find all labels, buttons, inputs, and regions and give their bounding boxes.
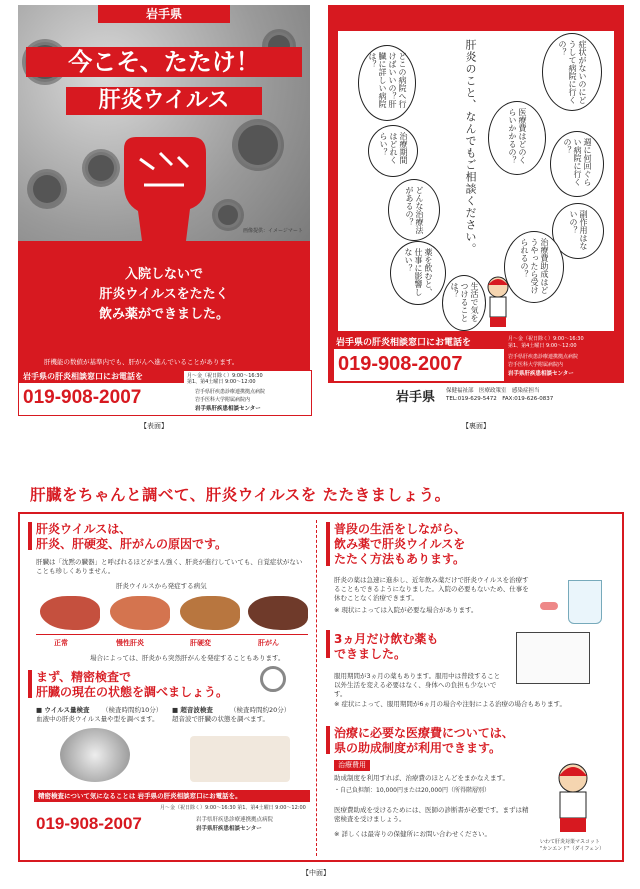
front-contact-box bbox=[18, 370, 312, 416]
s2-hours: 月～金（祝日除く）9:00～16:30 第1、第4土曜日 9:00～12:00 bbox=[160, 805, 306, 811]
s5-note: ※ 詳しくは最寄りの保健所にお問い合わせください。 bbox=[334, 830, 492, 838]
back-footer-dept: 保健福祉部 医療政策室 感染症担当 bbox=[446, 388, 540, 394]
photo-credit: 画像提供：イメージマート bbox=[243, 228, 303, 234]
s4-title-1: 3ヵ月だけ飲む薬も bbox=[334, 632, 439, 646]
test1-time: （検査時間約10分） bbox=[102, 706, 163, 714]
question-bubble: 症状がないのにどうして病院に行くの？ bbox=[542, 33, 602, 111]
ultrasound-exam-icon bbox=[190, 736, 290, 782]
question-bubble: 副作用はないの？ bbox=[552, 203, 604, 259]
s2-center-1: 岩手県肝疾患診療連携拠点病院 bbox=[196, 817, 274, 823]
question-bubble: 治療期間はどれくらい？ bbox=[368, 125, 418, 177]
s5-tag: 治療費用 bbox=[334, 760, 370, 771]
front-contact-prompt: 岩手県の肝炎相談窓口にお電話を bbox=[19, 371, 184, 383]
back-phone-number: 019-908-2007 bbox=[338, 353, 463, 375]
s2-title-1: まず、精密検査で bbox=[36, 670, 132, 684]
s4-note: ※ 症状によって、服用期間が6ヵ月の場合や注射による治療の場合もあります。 bbox=[334, 700, 566, 708]
test2-time: （検査時間約20分） bbox=[230, 706, 291, 714]
s2-title-2: 肝臓の現在の状態を調べましょう。 bbox=[36, 685, 229, 699]
back-hours-2: 第1、第4土曜日 9:00～12:00 bbox=[508, 343, 577, 349]
liver-cancer-icon bbox=[248, 596, 308, 630]
back-center-1: 岩手県肝疾患診療連携拠点病院 bbox=[508, 354, 579, 360]
pill-icon bbox=[540, 602, 558, 610]
test1-desc: 血液中の肝炎ウイルス量や型を調べます。 bbox=[36, 715, 159, 723]
back-bubbles-area bbox=[338, 31, 614, 331]
question-bubble: どんな治療法があるの？ bbox=[388, 179, 440, 241]
front-caption: 【表面】 bbox=[140, 422, 168, 430]
s3-title-1: 普段の生活をしながら、 bbox=[334, 522, 467, 536]
s1-title-1: 肝炎ウイルスは、 bbox=[36, 522, 132, 536]
sub-line-3: 飲み薬ができました。 bbox=[98, 307, 229, 322]
mascot-caption-2: "カンエンド"（ダイフェン） bbox=[540, 846, 605, 852]
calendar-icon bbox=[516, 632, 590, 684]
s2-center-2: 岩手県肝疾患相談センター bbox=[196, 826, 262, 832]
sub-line-2: 肝炎ウイルスをたたく bbox=[99, 287, 229, 302]
front-note: 肝機能の数値が基準内でも、肝がんへ進んでいることがあります。 bbox=[44, 358, 239, 366]
back-panel bbox=[328, 5, 624, 383]
middle-spread bbox=[18, 512, 624, 862]
back-vertical-title: 肝炎のこと、なんでもご相談ください。 bbox=[464, 39, 477, 255]
back-center-3: 岩手県肝疾患相談センター bbox=[508, 371, 574, 377]
s5-body-2: ・自己負担額：10,000円または20,000円（所得階層別） bbox=[334, 787, 490, 794]
middle-phone-number: 019-908-2007 bbox=[36, 814, 142, 833]
prefecture-label: 岩手県 bbox=[98, 5, 230, 23]
s4-title-2: できました。 bbox=[334, 647, 407, 661]
middle-caption: 【中面】 bbox=[302, 869, 330, 877]
s3-note: ※ 現状によっては入院が必要な場合があります。 bbox=[334, 606, 478, 614]
stage-label: 慢性肝炎 bbox=[116, 639, 144, 647]
front-hours-2: 第1、第4土曜日 9:00～12:00 bbox=[187, 379, 256, 385]
liver-hepatitis-icon bbox=[110, 596, 170, 630]
mascot-icon bbox=[550, 760, 596, 836]
s5-body-3: 医療費助成を受けるためには、医師の診断書が必要です。まずは精密検査を受けましょう。 bbox=[334, 806, 529, 823]
headline-1: 今こそ、たたけ！ bbox=[26, 47, 302, 77]
question-bubble: 生活で気をつけることは？ bbox=[442, 275, 486, 331]
progression-label: 肝炎ウイルスから発症する病気 bbox=[116, 582, 207, 590]
test2-desc: 超音波で肝臓の状態を調べます。 bbox=[172, 715, 269, 723]
s5-body-1: 助成制度を利用すれば、治療費のほとんどをまかなえます。 bbox=[334, 774, 509, 782]
back-contact-prompt: 岩手県の肝炎相談窓口にお電話を bbox=[336, 338, 472, 348]
fist-icon bbox=[114, 129, 214, 241]
question-bubble: 医療費はどのくらいかかるの？ bbox=[488, 101, 546, 175]
water-glass-icon bbox=[568, 580, 602, 624]
s4-body: 服用期間が3ヵ月の薬もあります。服用中は普段すること以外生活を変える必要はなく、身体への負担も少ないです。 bbox=[334, 672, 501, 698]
s3-body: 肝炎の薬は急速に進歩し、近年飲み薬だけで肝炎ウイルスを治療することもできるようになりました。入院の必要もないため、仕事を休むことなく治療できます。 bbox=[334, 576, 529, 602]
question-bubble: 週に何回ぐらい病院に行くの？ bbox=[550, 131, 604, 197]
front-phone-number: 019-908-2007 bbox=[23, 387, 142, 408]
virus-micrograph-icon bbox=[60, 728, 130, 782]
back-caption: 【裏面】 bbox=[462, 422, 490, 430]
sub-line-1: 入院しないで bbox=[124, 267, 203, 282]
back-center-2: 岩手医科大学附属病院内 bbox=[508, 362, 564, 368]
back-footer-prefecture: 岩手県 bbox=[396, 390, 436, 405]
back-hours-1: 月～金（祝日除く）9:00～16:30 bbox=[508, 336, 584, 342]
s3-title-3: たたく方法もあります。 bbox=[334, 552, 466, 566]
mascot-caption-1: いわて肝炎対策マスコット bbox=[540, 839, 600, 845]
question-bubble: 薬を飲むと、仕事に影響しない？ bbox=[390, 241, 446, 305]
liver-normal-icon bbox=[40, 596, 100, 630]
middle-banner: 肝臓をちゃんと調べて、肝炎ウイルスを たたきましょう。 bbox=[30, 486, 451, 504]
s2-contact-prompt: 精密検査について気になることは 岩手県の肝炎相談窓口にお電話を。 bbox=[34, 790, 310, 802]
front-hours-1: 月～金（祝日除く）9:00～16:30 bbox=[187, 373, 263, 379]
stage-note: 場合によっては、肝炎から突然肝がんを発症することもあります。 bbox=[90, 654, 285, 662]
stage-label: 肝硬変 bbox=[190, 639, 211, 647]
s1-body: 肝臓は「沈黙の臓器」と呼ばれるほどがまん強く、肝炎が進行していても、自覚症状がないことも珍しくありません。 bbox=[36, 558, 303, 575]
test2-name: ■ 超音波検査 bbox=[172, 706, 213, 714]
s5-title-2: 県の助成制度が利用できます。 bbox=[334, 741, 502, 755]
s3-title-2: 飲み薬で肝炎ウイルスを bbox=[334, 537, 466, 551]
liver-cirrhosis-icon bbox=[180, 596, 240, 630]
question-bubble: どこの病院へ行けばいいの？肝臓に詳しい病院は？ bbox=[358, 45, 416, 121]
front-center-1: 岩手県肝疾患診療連携拠点病院 bbox=[195, 389, 266, 395]
test1-name: ■ ウイルス量検査 bbox=[36, 706, 90, 714]
front-red-band bbox=[18, 241, 310, 383]
front-center-2: 岩手医科大学附属病院内 bbox=[195, 397, 251, 403]
stage-label: 正常 bbox=[54, 639, 68, 647]
front-center-3: 岩手県肝疾患相談センター bbox=[195, 406, 261, 412]
magnifier-icon bbox=[260, 666, 286, 692]
mascot-icon bbox=[484, 275, 512, 329]
s1-title-2: 肝炎、肝硬変、肝がんの原因です。 bbox=[36, 537, 228, 551]
s5-title-1: 治療に必要な医療費については、 bbox=[334, 726, 514, 740]
headline-2: 肝炎ウイルス bbox=[66, 87, 262, 115]
question-bubble: 治療費助成はどうやったら受けられるの？ bbox=[504, 231, 564, 303]
front-panel bbox=[18, 5, 310, 383]
stage-label: 肝がん bbox=[258, 639, 279, 647]
back-footer-tel: TEL:019-629-5472 FAX:019-626-0837 bbox=[446, 396, 554, 402]
